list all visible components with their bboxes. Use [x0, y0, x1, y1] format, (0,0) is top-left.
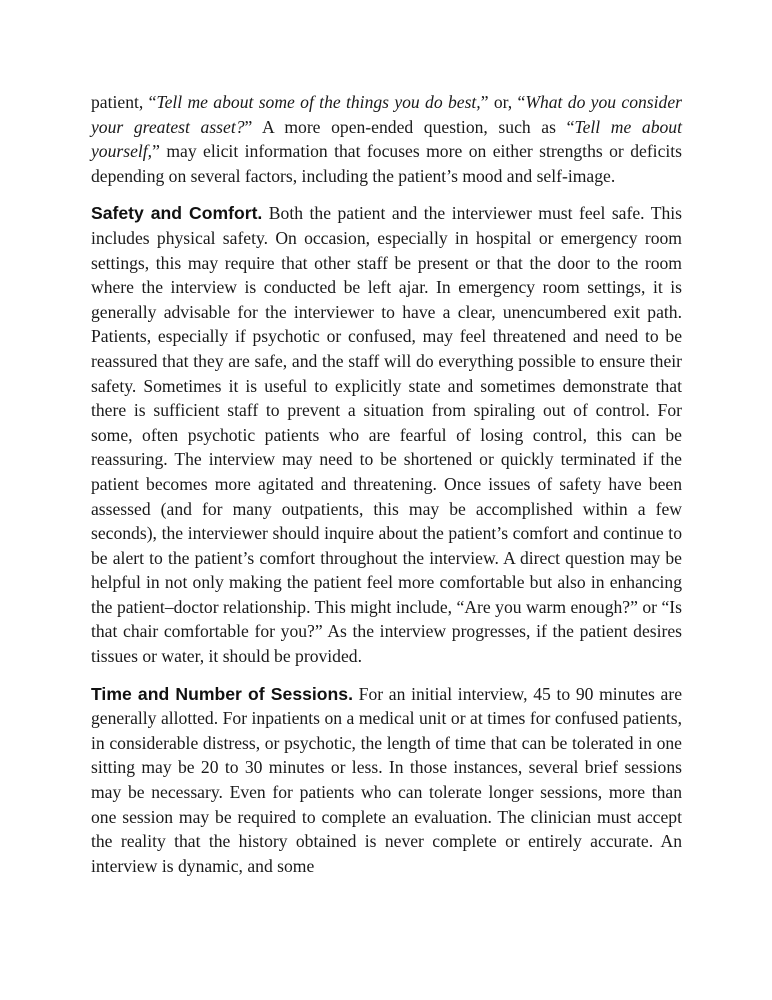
text-run: ” may elicit information that focuses more on either strengths or deficits depending on several factors, including the patient’s mood and self-image.: [91, 141, 682, 186]
text-run: ” A more open-ended question, such as “: [244, 116, 575, 137]
text-run: patient, “: [91, 92, 157, 112]
paragraph-safety-comfort: [91, 201, 682, 668]
example-question-yourself: Tell me about yourself,: [91, 116, 682, 162]
text-run: ” or, “: [480, 92, 526, 112]
example-question-best: Tell me about some of the things you do best,: [156, 92, 481, 112]
section-heading-time-sessions: Time and Number of Sessions.: [91, 683, 353, 704]
section-heading-safety-comfort: Safety and Comfort.: [91, 203, 263, 224]
example-question-asset: What do you consider your greatest asset?: [91, 92, 682, 137]
page-body: [91, 90, 682, 878]
paragraph-body: For an initial interview, 45 to 90 minutes are generally allotted. For inpatients on a medical unit or at times for confused patients, in considerable distress, or psychotic, the length of time that can be tolerated in one sitting may be 20 to 30 minutes or less. In those instances, several brief sessions may be necessary. Even for patients who can tolerate longer sessions, more than one session may be required to complete an evaluation. The clinician must accept the reality that the history obtained is never complete or entirely accurate. An interview is dynamic, and some: [91, 683, 682, 876]
paragraph-time-sessions: [91, 682, 682, 879]
paragraph-body: Both the patient and the interviewer must feel safe. This includes physical safety. On occasion, especially in hospital or emergency room settings, this may require that other staff be present or that the door to the room where the interview is conducted be left ajar. In emergency room settings, it is generally advisable for the interviewer to have a clear, unencumbered exit path. Patients, especially if psychotic or confused, may feel threatened and need to be reassured that they are safe, and the staff will do everything possible to ensure their safety. Sometimes it is useful to explicitly state and sometimes demonstrate that there is sufficient staff to prevent a situation from spiraling out of control. For some, often psychotic patients who are fearful of losing control, this can be reassuring. The interview may need to be shortened or quickly terminated if the patient becomes more agitated and threatening. Once issues of safety have been assessed (and for many outpatients, this may be accomplished within a few seconds), the interviewer should inquire about the patient’s comfort and continue to be alert to the patient’s comfort throughout the interview. A direct question may be helpful in not only making the patient feel more comfortable but also in enhancing the patient–doctor relationship. This might include, “Are you warm enough?” or “Is that chair comfortable for you?” As the interview progresses, if the patient desires tissues or water, it should be provided.: [91, 203, 682, 667]
paragraph-strengths-questions: [91, 90, 682, 188]
